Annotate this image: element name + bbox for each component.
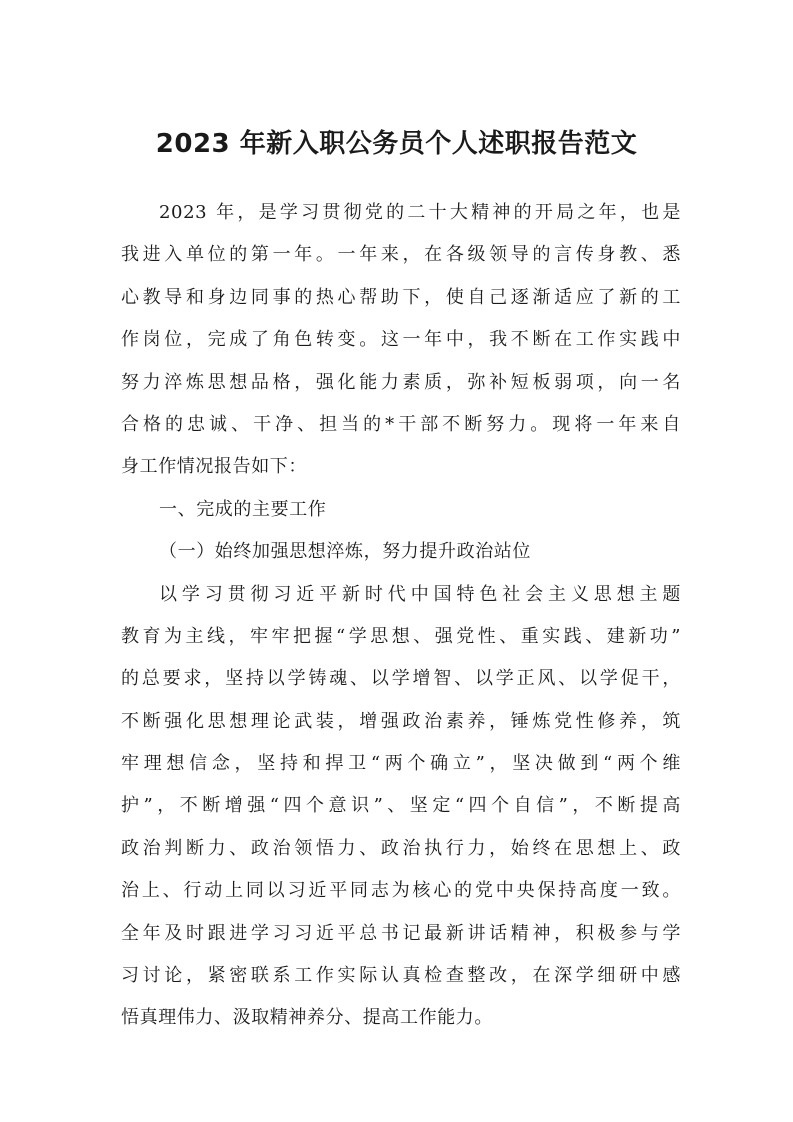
subsection-heading: （一）始终加强思想淬炼，努力提升政治站位: [159, 541, 531, 563]
paragraph-line: 政治判断力、政治领悟力、政治执行力，始终在思想上、政: [121, 837, 681, 859]
paragraph-line: 心教导和身边同事的热心帮助下，使自己逐渐适应了新的工: [121, 286, 681, 308]
paragraph-line: 不断强化思想理论武装，增强政治素养，锤炼党性修养，筑: [121, 710, 681, 732]
paragraph-line: 习讨论，紧密联系工作实际认真检查整改，在深学细研中感: [121, 965, 681, 987]
paragraph-line: 作岗位，完成了角色转变。这一年中，我不断在工作实践中: [121, 329, 681, 351]
paragraph-line: 护”，不断增强“四个意识”、坚定“四个自信”，不断提高: [121, 795, 681, 817]
document-title: 2023 年新入职公务员个人述职报告范文: [155, 129, 638, 159]
document-body: [121, 192, 681, 1040]
section-heading: 一、完成的主要工作: [159, 498, 327, 520]
paragraph-line: 全年及时跟进学习习近平总书记最新讲话精神，积极参与学: [121, 922, 681, 944]
paragraph-line: 身工作情况报告如下：: [121, 456, 307, 478]
paragraph-line: 合格的忠诚、干净、担当的*干部不断努力。现将一年来自: [121, 413, 681, 435]
paragraph-line: 的总要求，坚持以学铸魂、以学增智、以学正风、以学促干，: [121, 668, 681, 690]
paragraph-line: 以学习贯彻习近平新时代中国特色社会主义思想主题: [159, 583, 681, 605]
paragraph-line: 我进入单位的第一年。一年来，在各级领导的言传身教、悉: [121, 244, 681, 266]
paragraph-line: 努力淬炼思想品格，强化能力素质，弥补短板弱项，向一名: [121, 371, 681, 393]
paragraph-line: 悟真理伟力、汲取精神养分、提高工作能力。: [121, 1007, 493, 1029]
paragraph-line: 2023 年，是学习贯彻党的二十大精神的开局之年，也是: [159, 202, 681, 223]
paragraph-line: 治上、行动上同以习近平同志为核心的党中央保持高度一致。: [121, 880, 681, 902]
paragraph-line: 牢理想信念，坚持和捍卫“两个确立”，坚决做到“两个维: [121, 753, 681, 775]
paragraph-line: 教育为主线，牢牢把握“学思想、强党性、重实践、建新功”: [121, 625, 681, 647]
